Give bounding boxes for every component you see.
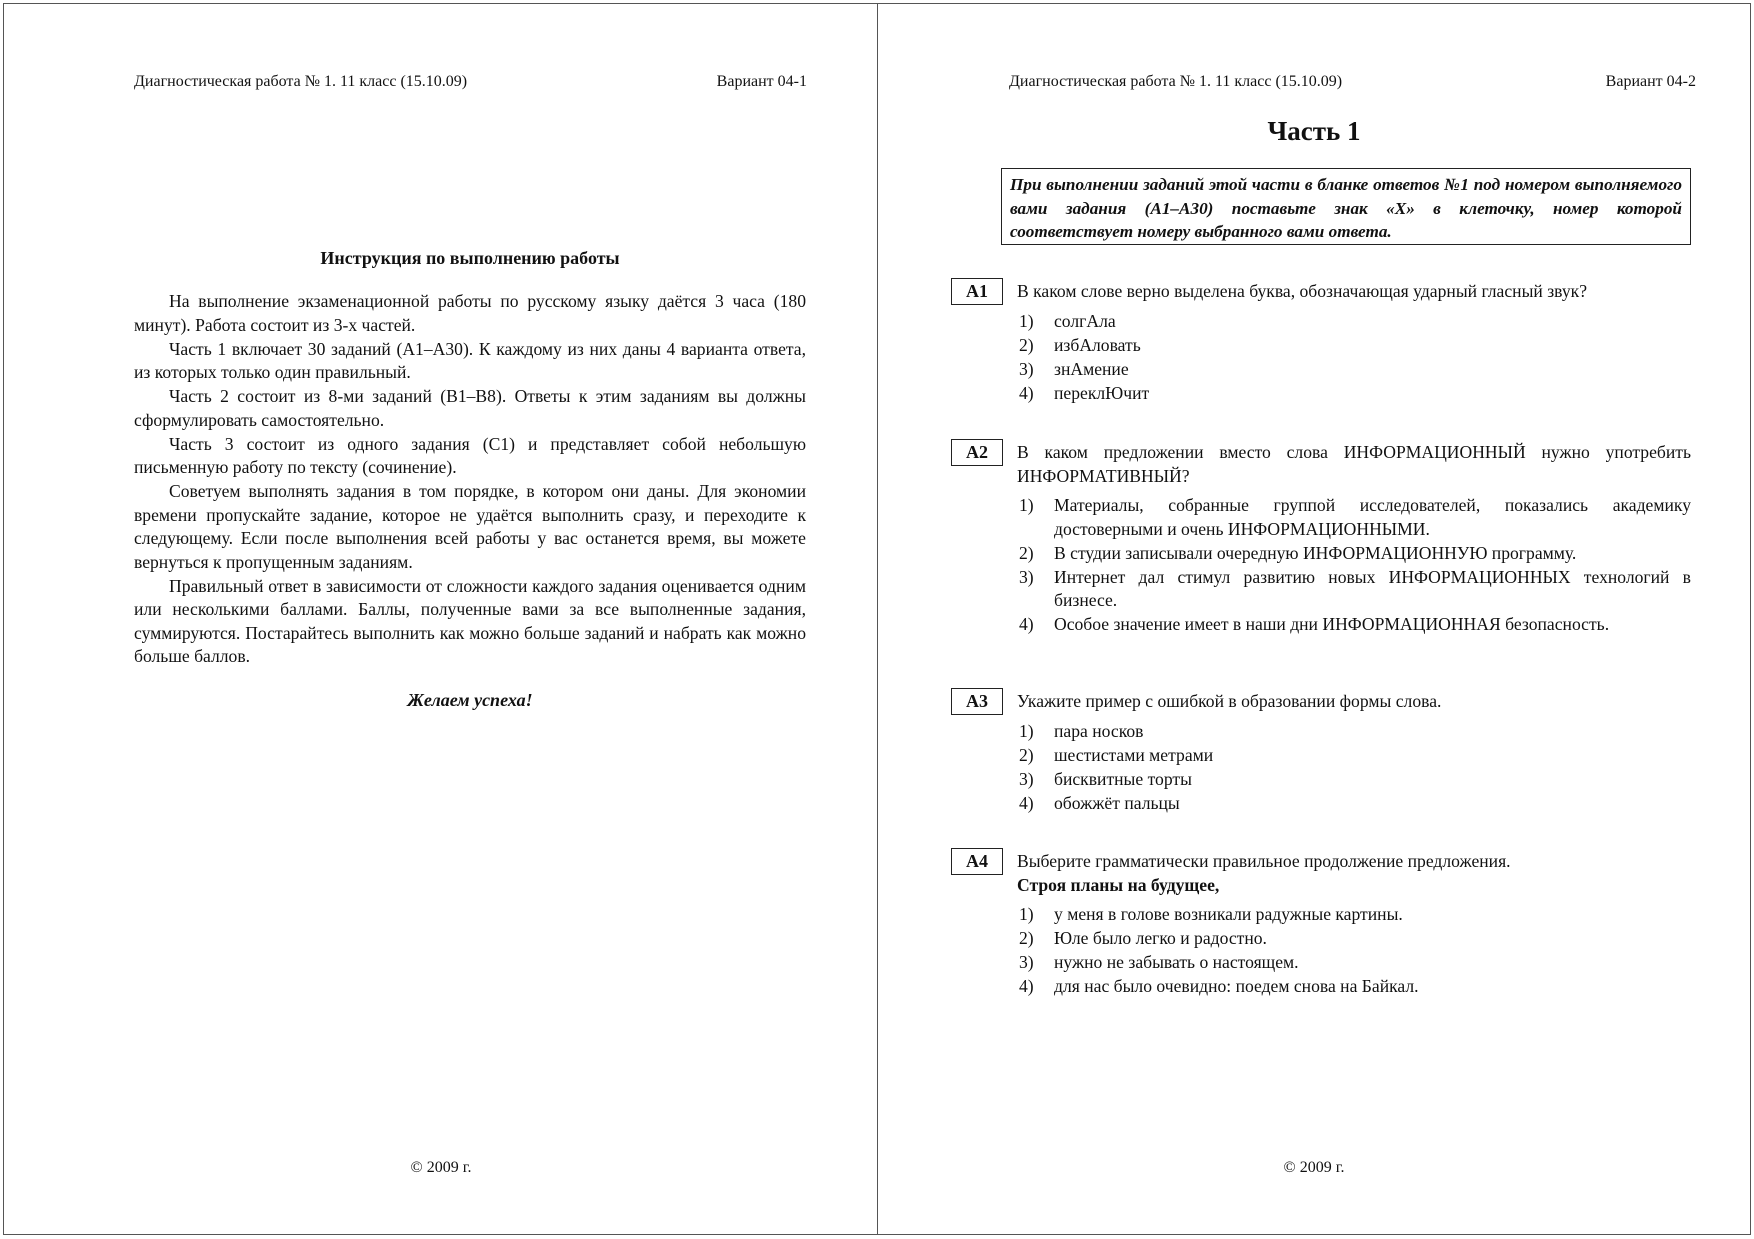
answer-option [1017,903,1691,927]
option-number: 2) [1019,928,1034,948]
answer-option [1017,768,1691,792]
instruction-paragraph: На выполнение экзаменационной работы по русскому языку даётся 3 часа (180 минут). Работа состоит из 3-х частей. [134,291,806,335]
page-right [877,3,1751,1235]
header-title: Диагностическая работа № 1. 11 класс (15.10.09) [1009,73,1343,90]
page-left [3,3,879,1235]
option-text: у меня в голове возникали радужные картины. [1054,904,1403,924]
answer-option [1017,358,1691,382]
instruction-paragraph: Часть 1 включает 30 заданий (А1–А30). К каждому из них даны 4 варианта ответа, из которых только один правильный. [134,338,806,382]
task-label: А2 [951,439,1003,466]
answer-option [1017,975,1691,999]
option-text: шестистами метрами [1054,744,1214,765]
wish-text: Желаем успеха! [407,690,533,710]
option-text: Интернет дал стимул развитию новых ИНФОРМАЦИОННЫХ технологий в бизнесе. [1054,566,1691,610]
answer-options [1017,494,1691,637]
page-footer: © 2009 г. [1283,1159,1345,1176]
task-label: А4 [951,848,1003,875]
page-footer: © 2009 г. [410,1159,472,1176]
option-number: 4) [1019,792,1034,813]
option-text: солгАла [1054,310,1116,331]
task-question: В каком слове верно выделена буква, обозначающая ударный гласный звук? [1017,281,1588,301]
variant-label: Вариант 04-1 [716,73,807,90]
answer-options [1017,720,1691,816]
answer-option [1017,334,1691,358]
option-number: 1) [1019,720,1034,741]
option-number: 3) [1019,358,1034,379]
option-number: 3) [1019,566,1034,587]
instruction-paragraph: Советуем выполнять задания в том порядке, в котором они даны. Для экономии времени пропускайте задание, которое не удаётся выполнить сразу, и переходите к следующему. Если после выполнения всей работы у вас останется время, вы можете вернуться к пропущенным заданиям. [134,481,806,572]
answer-option [1017,744,1691,768]
option-number: 4) [1019,382,1034,403]
answer-options [1017,310,1691,406]
option-text: пара носков [1054,720,1144,741]
option-text: Материалы, собранные группой исследователей, показались академику достоверными и очень ИНФОРМАЦИОННЫМИ. [1054,495,1691,539]
task-question: В каком предложении вместо слова ИНФОРМАЦИОННЫЙ нужно употребить ИНФОРМАТИВНЫЙ? [1017,442,1691,486]
instruction-body [134,290,806,669]
answer-option [1017,382,1691,406]
task-lead-phrase: Строя планы на будущее, [1017,874,1220,895]
instruction-title: Инструкция по выполнению работы [320,248,620,268]
option-number: 2) [1019,334,1034,355]
answer-option [1017,927,1691,951]
option-text: избАловать [1054,334,1141,355]
instruction-paragraph: Часть 2 состоит из 8-ми заданий (В1–В8). Ответы к этим заданиям вы должны сформулировать самостоятельно. [134,386,806,430]
instruction-paragraph: Часть 3 состоит из одного задания (С1) и представляет собой небольшую письменную работу по тексту (сочинение). [134,433,806,477]
option-text: В студии записывали очередную ИНФОРМАЦИОННУЮ программу. [1054,542,1577,563]
header-title: Диагностическая работа № 1. 11 класс (15.10.09) [134,73,468,90]
variant-label: Вариант 04-2 [1605,73,1696,90]
part-title: Часть 1 [1267,116,1361,146]
notice-box: При выполнении заданий этой части в бланке ответов №1 под номером выполняемого вами задания (А1–А30) поставьте знак «Х» в клеточку, номер которой соответствует номеру выбранного вами ответа. [1001,168,1691,245]
task-question: Выберите грамматически правильное продолжение предложения. [1017,851,1511,871]
option-number: 1) [1019,310,1034,331]
task-label: А1 [951,278,1003,305]
task-question: Укажите пример с ошибкой в образовании формы слова. [1017,691,1442,711]
answer-option [1017,613,1691,637]
answer-option [1017,720,1691,744]
option-text: бисквитные торты [1054,768,1192,789]
task-body [1017,690,1691,815]
option-text: Особое значение имеет в наши дни ИНФОРМАЦИОННАЯ безопасность. [1054,614,1610,634]
option-text: знАмение [1054,358,1129,379]
option-text: нужно не забывать о настоящем. [1054,952,1299,972]
answer-option [1017,310,1691,334]
task-body [1017,280,1691,405]
option-number: 4) [1019,976,1034,996]
task-body [1017,850,1691,999]
option-text: для нас было очевидно: поедем снова на Байкал. [1054,976,1419,996]
answer-option [1017,792,1691,816]
option-number: 1) [1019,904,1034,924]
task-body [1017,441,1691,637]
option-text: обожжёт пальцы [1054,792,1180,813]
answer-option [1017,951,1691,975]
answer-option [1017,566,1691,613]
option-text: Юле было легко и радостно. [1054,928,1267,948]
answer-options [1017,903,1691,999]
option-number: 3) [1019,952,1034,972]
answer-option [1017,494,1691,541]
option-number: 1) [1019,495,1034,515]
option-number: 3) [1019,768,1034,789]
instruction-paragraph: Правильный ответ в зависимости от сложности каждого задания оценивается одним или несколькими баллами. Баллы, полученные вами за все выполненные задания, суммируются. Постарайтесь выполнить как можно больше заданий и набрать как можно больше баллов. [134,575,806,666]
answer-option [1017,542,1691,566]
option-number: 4) [1019,614,1034,634]
option-text: переклЮчит [1054,382,1150,403]
option-number: 2) [1019,744,1034,765]
task-label: А3 [951,688,1003,715]
option-number: 2) [1019,542,1034,563]
